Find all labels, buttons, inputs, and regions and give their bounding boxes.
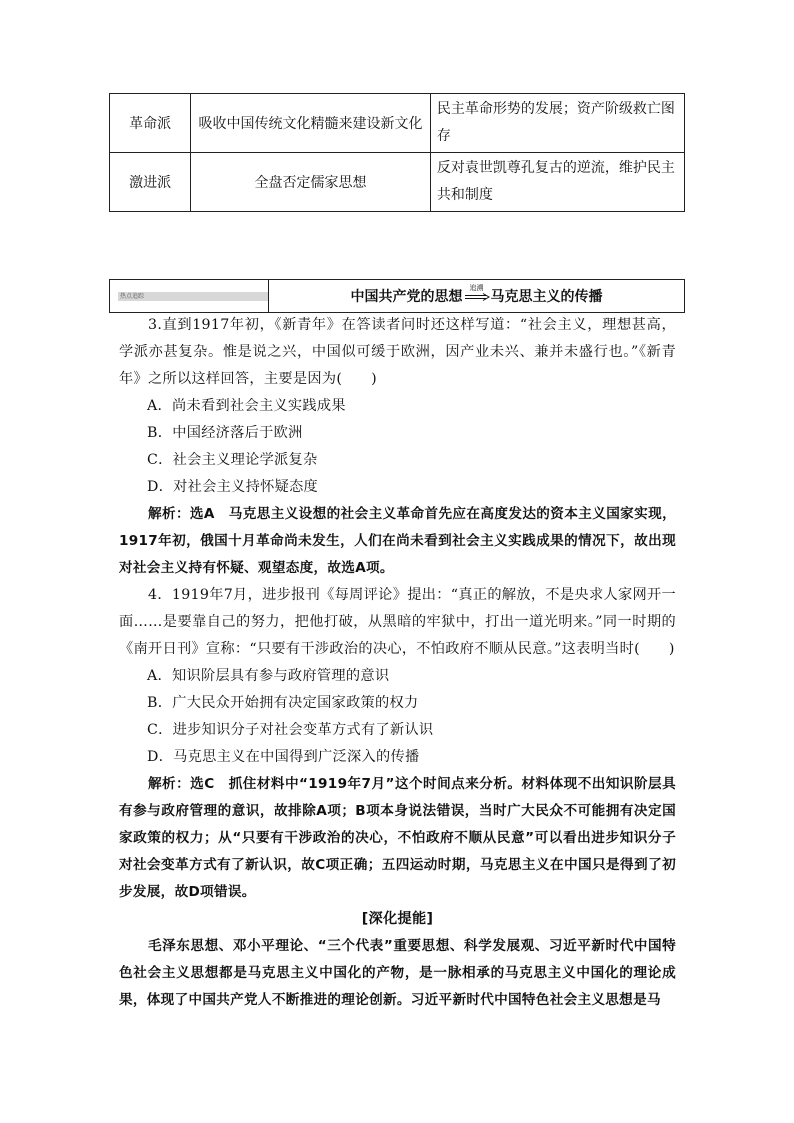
section-title-right: 马克思主义的传播: [490, 289, 603, 305]
section-tag: 热点追踪: [118, 292, 268, 301]
q3-option-a: A．尚未看到社会主义实践成果: [147, 398, 346, 414]
q4-option-b: B．广大民众开始拥有决定国家政策的权力: [147, 695, 419, 711]
faction-table: [109, 93, 685, 212]
q3-option-d: D．对社会主义持怀疑态度: [147, 479, 319, 495]
deepen-heading: [深化提能]: [361, 911, 434, 927]
q4-stem: 4．1919年7月，进步报刊《每周评论》提出：“真正的解放，不是央求人家网开一面……是要靠自己的努力，把他打破，从黑暗的牢狱中，打出一道光明来。”同一时期的《南开日刊》宣称：“只要有干涉政治的决心，不怕政府不顺从民意。”这表明当时( ): [119, 587, 676, 657]
reason-cell: 反对袁世凯尊孔复古的逆流，维护民主共和制度: [430, 153, 684, 212]
section-header: [109, 279, 685, 313]
section-tag-box: [110, 280, 269, 312]
content-cell: 吸收中国传统文化精髓来建设新文化: [191, 94, 431, 153]
table-row: [110, 94, 685, 153]
q3-option-b: B．中国经济落后于欧洲: [147, 425, 303, 441]
section-title: [269, 280, 684, 312]
q4-analysis: 解析：选C 抓住材料中“1919年7月”这个时间点来分析。材料体现不出知识阶层具有参与政府管理的意识，故排除A项；B项本身说法错误，当时广大民众不可能拥有决定国家政策的权力；从“只要有干涉政治的决心，不怕政府不顺从民意”可以看出进步知识分子对社会变革方式有了新认识，故C项正确；五四运动时期，马克思主义在中国只是得到了初步发展，故D项错误。: [119, 776, 676, 900]
faction-cell: 革命派: [110, 94, 191, 153]
arrow-icon: [464, 284, 490, 303]
deepen-text: 毛泽东思想、邓小平理论、“三个代表”重要思想、科学发展观、习近平新时代中国特色社会主义思想都是马克思主义中国化的产物，是一脉相承的马克思主义中国化的理论成果，体现了中国共产党人不断推进的理论创新。习近平新时代中国特色社会主义思想是马: [119, 938, 676, 1008]
q4-option-c: C．进步知识分子对社会变革方式有了新认识: [147, 722, 434, 738]
q4-option-d: D．马克思主义在中国得到广泛深入的传播: [147, 749, 420, 765]
reason-cell: 民主革命形势的发展；资产阶级救亡图存: [430, 94, 684, 153]
q4-option-a: A．知识阶层具有参与政府管理的意识: [147, 668, 390, 684]
section-title-left: 中国共产党的思想: [350, 289, 463, 305]
q3-option-c: C．社会主义理论学派复杂: [147, 452, 318, 468]
question-content: [119, 312, 676, 1014]
table-row: [110, 153, 685, 212]
content-cell: 全盘否定儒家思想: [191, 153, 431, 212]
arrow-label: 追溯: [469, 284, 484, 292]
faction-cell: 激进派: [110, 153, 191, 212]
q3-stem: 3.直到1917年初，《新青年》在答读者问时还这样写道：“社会主义，理想甚高，学派亦甚复杂。惟是说之兴，中国似可缓于欧洲，因产业未兴、兼并未盛行也。”《新青年》之所以这样回答，主要是因为( ): [119, 317, 676, 387]
q3-analysis: 解析：选A 马克思主义设想的社会主义革命首先应在高度发达的资本主义国家实现，1917年初，俄国十月革命尚未发生，人们在尚未看到社会主义实践成果的情况下，故出现对社会主义持有怀疑、观望态度，故选A项。: [119, 506, 676, 576]
